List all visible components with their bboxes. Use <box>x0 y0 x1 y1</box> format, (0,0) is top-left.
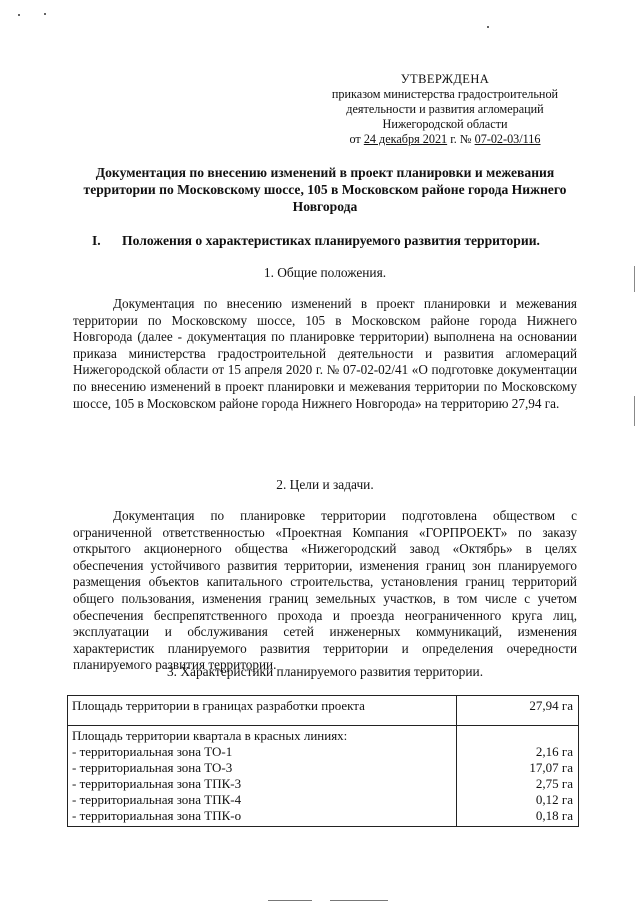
body-paragraph: Документация по внесению изменений в проект планировки и межевания территории по Московскому шоссе, 105 в Московском районе города Нижнего Новгорода (далее - документация по планировке территории) выполнена на основании приказа министерства градостроительной деятельности и развития агломераций Нижегородской области от 15 апреля 2020 г. № 07-02-02/41 «О подготовке документации по внесению изменений в проект планировки и межевания территории по Московскому шоссе, 105 в Московском районе города Нижнего Новгорода» на территорию 27,94 га. <box>73 296 577 411</box>
zone-value: 2,75 га <box>535 776 573 791</box>
approval-line: приказом министерства градостроительной <box>331 87 559 101</box>
approval-number: 07-02-03/116 <box>474 132 541 146</box>
document-title: Документация по внесению изменений в проект планировки и межевания территории по Московскому шоссе, 105 в Московском районе города Нижнего Новгорода <box>83 165 567 214</box>
zone-label: - территориальная зона ТПК-3 <box>72 776 242 791</box>
table-row <box>68 696 579 726</box>
approval-date-line <box>318 132 572 147</box>
approval-line: Нижегородской области <box>382 117 508 131</box>
approval-date-prefix: от <box>349 132 364 146</box>
section-heading <box>92 232 582 249</box>
body-paragraph: Документация по планировке территории подготовлена обществом с ограниченной ответственностью «Проектная Компания «ГОРПРОЕКТ» по заказу открытого акционерного общества «Нижегородский завод «Октябрь» в целях обеспечения устойчивого развития территории, изменения границ зон планируемого размещения объектов капитального строительства, установления границ территорий общего пользования, изменения границ земельных участков, в том числе с учетом обеспечения беспрепятственного прохода и проезда неограниченного круга лиц, эксплуатации и обслуживания сетей инженерных коммуникаций, изменения характеристик планируемого развития территории и определения очередности планируемого развития территории. <box>73 508 577 673</box>
table-row <box>68 726 579 827</box>
approval-date: 24 декабря 2021 <box>363 132 448 146</box>
zone-value: 0,18 га <box>535 808 573 823</box>
subsection-heading: 2. Цели и задачи. <box>276 477 374 492</box>
scan-speck <box>44 13 46 15</box>
table-cell-label <box>68 726 457 827</box>
subsection-heading: 1. Общие положения. <box>263 265 387 280</box>
table-cell-value <box>457 726 579 827</box>
subsection-heading: 3. Характеристики планируемого развития территории. <box>166 664 484 679</box>
zone-label: - территориальная зона ТО-3 <box>72 760 233 775</box>
zone-label: - территориальная зона ТПК-о <box>72 808 242 823</box>
zone-value: 17,07 га <box>529 760 573 775</box>
zone-value: 2,16 га <box>535 744 573 759</box>
approval-date-suffix: г. № <box>447 132 475 146</box>
scan-edge-mark <box>634 396 635 426</box>
zone-label: - территориальная зона ТПК-4 <box>72 792 242 807</box>
approval-stamp <box>318 72 572 147</box>
scan-bottom-mark <box>330 900 388 901</box>
approval-heading: УТВЕРЖДЕНА <box>400 72 490 86</box>
table-cell-label: Площадь территории в границах разработки проекта <box>68 696 457 726</box>
scan-edge-mark <box>634 266 635 292</box>
section-number: I. <box>92 233 101 248</box>
zone-value: 0,12 га <box>535 792 573 807</box>
section-title: Положения о характеристиках планируемого развития территории. <box>122 233 540 248</box>
characteristics-table <box>67 695 579 827</box>
scan-speck <box>18 14 20 16</box>
scan-speck <box>487 26 489 28</box>
approval-line: деятельности и развития агломераций <box>346 102 544 116</box>
zone-label: - территориальная зона ТО-1 <box>72 744 233 759</box>
table-cell-value: 27,94 га <box>457 696 579 726</box>
zones-heading: Площадь территории квартала в красных линиях: <box>72 728 348 743</box>
scan-bottom-mark <box>268 900 312 901</box>
